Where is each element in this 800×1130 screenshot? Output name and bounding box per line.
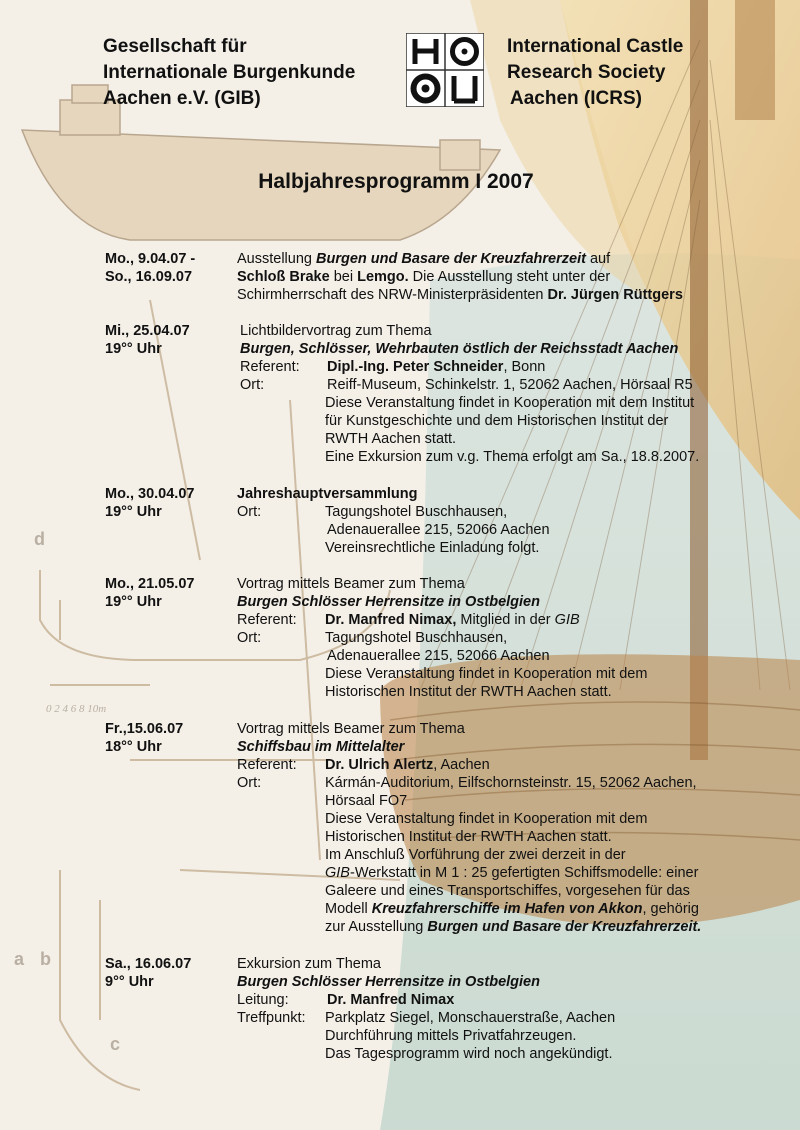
event-date: Sa., 16.06.07 xyxy=(105,956,192,972)
meeting-point-label: Treffpunkt: xyxy=(237,1010,306,1026)
event-description-line: Ausstellung Burgen und Basare der Kreuzfahrerzeit auf xyxy=(237,251,611,267)
event-time: 18°° Uhr xyxy=(105,739,162,755)
event-topic: Jahreshauptversammlung xyxy=(237,486,418,502)
event-note: RWTH Aachen statt. xyxy=(325,431,457,447)
referent-label: Referent: xyxy=(237,757,297,773)
location-value: Tagungshotel Buschhausen, xyxy=(325,630,508,646)
referent-label: Referent: xyxy=(237,612,297,628)
event-time: 9°° Uhr xyxy=(105,974,154,990)
event-date: Mi., 25.04.07 xyxy=(105,323,190,339)
page-title-text: Halbjahresprogramm I 2007 xyxy=(258,170,534,193)
event-topic: Schiffsbau im Mittelalter xyxy=(237,739,405,755)
event-note: Eine Exkursion zum v.g. Thema erfolgt am Sa., 18.8.2007. xyxy=(325,449,700,465)
event-note: Im Anschluß Vorführung der zwei derzeit in der xyxy=(325,847,626,863)
event-note: Historischen Institut der RWTH Aachen statt. xyxy=(325,684,612,700)
location-label: Ort: xyxy=(240,377,265,393)
event-note: Galeere und eines Transportschiffes, vorgesehen für das xyxy=(325,883,690,899)
header-right-line: International Castle xyxy=(507,36,684,57)
svg-text:a: a xyxy=(14,949,25,969)
event-note: Diese Veranstaltung findet in Kooperation mit dem xyxy=(325,811,648,827)
event-note: Vereinsrechtliche Einladung folgt. xyxy=(325,540,540,556)
event-time: 19°° Uhr xyxy=(105,594,162,610)
event-note: GIB-Werkstatt in M 1 : 25 gefertigten Schiffsmodelle: einer xyxy=(325,865,699,881)
location-label: Ort: xyxy=(237,504,262,520)
page-title xyxy=(0,170,800,194)
referent-value: Dipl.-Ing. Peter Schneider, Bonn xyxy=(327,359,546,375)
location-value: Kármán-Auditorium, Eilfschornsteinstr. 15, 52062 Aachen, xyxy=(325,775,697,791)
society-name-german xyxy=(103,34,355,112)
header-left-line: Internationale Burgenkunde xyxy=(103,62,356,83)
event-time: 19°° Uhr xyxy=(105,504,162,520)
event-topic: Burgen Schlösser Herrensitze in Ostbelgien xyxy=(237,974,540,990)
svg-text:0 2 4 6 8 10m: 0 2 4 6 8 10m xyxy=(46,703,107,715)
svg-text:c: c xyxy=(110,1034,121,1054)
location-value: Hörsaal FO7 xyxy=(325,793,408,809)
referent-label: Referent: xyxy=(240,359,300,375)
event-note: Historischen Institut der RWTH Aachen statt. xyxy=(325,829,612,845)
event-date: Mo., 21.05.07 xyxy=(105,576,195,592)
location-value: Adenauerallee 215, 52066 Aachen xyxy=(327,522,550,538)
event-intro: Vortrag mittels Beamer zum Thema xyxy=(237,576,465,592)
event-intro: Vortrag mittels Beamer zum Thema xyxy=(237,721,465,737)
location-value: Reiff-Museum, Schinkelstr. 1, 52062 Aachen, Hörsaal R5 xyxy=(327,377,693,393)
header-left-line: Gesellschaft für xyxy=(103,36,247,57)
event-date: Mo., 9.04.07 - xyxy=(105,251,196,267)
svg-text:b: b xyxy=(40,949,51,969)
header-right-line: Aachen (ICRS) xyxy=(510,88,642,109)
referent-value: Dr. Ulrich Alertz, Aachen xyxy=(325,757,490,773)
event-date-end: So., 16.09.07 xyxy=(105,269,193,285)
gib-icrs-emblem-icon xyxy=(406,33,484,107)
event-time: 19°° Uhr xyxy=(105,341,162,357)
svg-text:d: d xyxy=(34,529,45,549)
referent-value: Dr. Manfred Nimax, Mitglied in der GIB xyxy=(325,612,580,628)
event-note: Modell Kreuzfahrerschiffe im Hafen von Akkon, gehörig xyxy=(325,901,699,917)
location-value: Tagungshotel Buschhausen, xyxy=(325,504,508,520)
event-date: Fr.,15.06.07 xyxy=(105,721,184,737)
meeting-point-value: Parkplatz Siegel, Monschauerstraße, Aachen xyxy=(325,1010,616,1026)
event-description-line: Schloß Brake bei Lemgo. Die Ausstellung steht unter der xyxy=(237,269,611,285)
leader-label: Leitung: xyxy=(237,992,289,1008)
header-right-line: Research Society xyxy=(507,62,666,83)
event-date: Mo., 30.04.07 xyxy=(105,486,195,502)
event-note: Das Tagesprogramm wird noch angekündigt. xyxy=(325,1046,613,1062)
header-left-line: Aachen e.V. (GIB) xyxy=(103,88,261,109)
event-intro: Lichtbildervortrag zum Thema xyxy=(240,323,432,339)
leader-value: Dr. Manfred Nimax xyxy=(327,992,455,1008)
location-label: Ort: xyxy=(237,775,262,791)
event-topic: Burgen, Schlösser, Wehrbauten östlich der Reichsstadt Aachen xyxy=(240,341,679,357)
event-note: Durchführung mittels Privatfahrzeugen. xyxy=(325,1028,577,1044)
event-topic: Burgen Schlösser Herrensitze in Ostbelgien xyxy=(237,594,540,610)
event-note: für Kunstgeschichte und dem Historischen Institut der xyxy=(325,413,669,429)
event-description-line: Schirmherrschaft des NRW-Ministerpräsidenten Dr. Jürgen Rüttgers xyxy=(237,287,683,303)
location-value: Adenauerallee 215, 52066 Aachen xyxy=(327,648,550,664)
event-note: Diese Veranstaltung findet in Kooperation mit dem Institut xyxy=(325,395,695,411)
event-note: zur Ausstellung Burgen und Basare der Kreuzfahrerzeit. xyxy=(325,919,702,935)
location-label: Ort: xyxy=(237,630,262,646)
event-note: Diese Veranstaltung findet in Kooperation mit dem xyxy=(325,666,648,682)
society-name-english xyxy=(507,34,683,112)
event-intro: Exkursion zum Thema xyxy=(237,956,381,972)
